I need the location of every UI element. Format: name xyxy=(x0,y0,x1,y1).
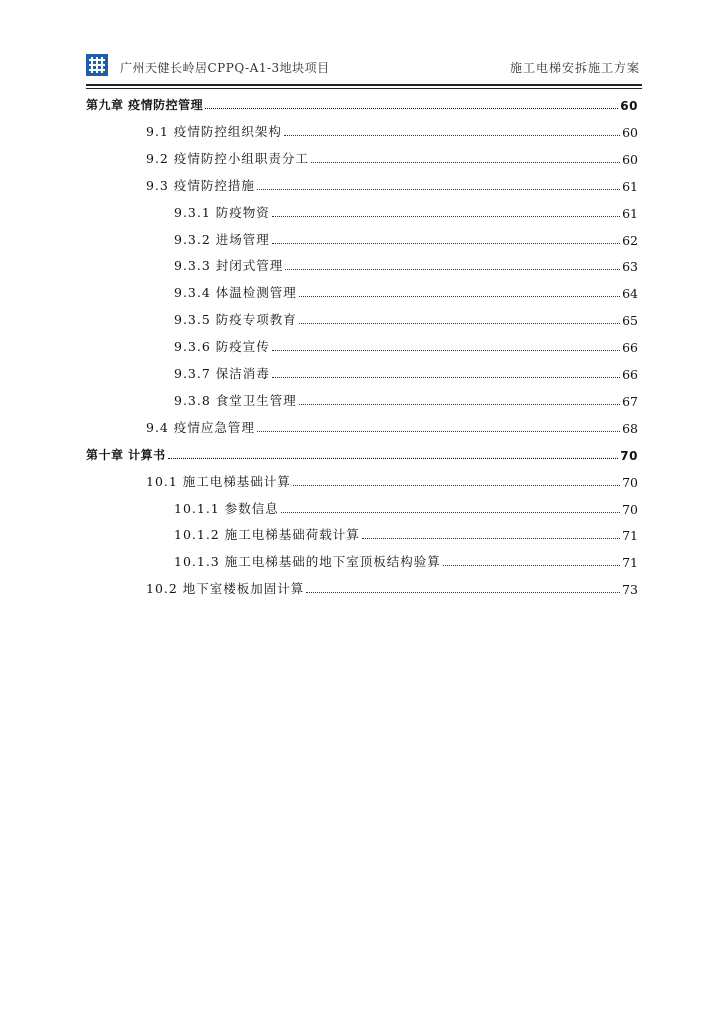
toc-page-number: 70 xyxy=(622,501,638,517)
toc-entry[interactable] xyxy=(174,550,638,570)
toc-dot-leader xyxy=(272,377,620,378)
toc-entry-label: 10.1 施工电梯基础计算 xyxy=(146,473,291,489)
toc-entry-label: 9.3.6 防疫宣传 xyxy=(174,339,270,355)
toc-entry-label: 9.3.4 体温检测管理 xyxy=(174,285,297,301)
header-rule-thin xyxy=(86,88,642,89)
toc-entry-label: 9.1 疫情防控组织架构 xyxy=(146,123,282,139)
toc-entry-label: 9.3.3 封闭式管理 xyxy=(174,258,284,274)
toc-page-number: 62 xyxy=(622,232,638,248)
header-rule xyxy=(86,84,642,86)
toc-page-number: 60 xyxy=(622,151,638,167)
toc-dot-leader xyxy=(168,458,619,459)
project-title: 广州天健长岭居CPPQ-A1-3地块项目 xyxy=(120,61,330,75)
toc-entry[interactable] xyxy=(174,254,638,274)
toc-entry-label: 9.3 疫情防控措施 xyxy=(146,177,255,193)
toc-page-number: 71 xyxy=(622,528,638,544)
toc-dot-leader xyxy=(272,350,620,351)
toc-page-number: 71 xyxy=(622,555,638,571)
toc-dot-leader xyxy=(299,323,620,324)
toc-dot-leader xyxy=(285,269,620,270)
toc-entry-label: 10.2 地下室楼板加固计算 xyxy=(146,581,305,597)
toc-dot-leader xyxy=(284,135,620,136)
toc-entry[interactable] xyxy=(146,470,638,490)
toc-dot-leader xyxy=(257,431,620,432)
toc-chapter-entry[interactable] xyxy=(86,93,638,113)
toc-page-number: 68 xyxy=(622,420,638,436)
toc-entry[interactable] xyxy=(146,147,638,167)
toc-dot-leader xyxy=(272,243,620,244)
toc-dot-leader xyxy=(205,108,618,109)
toc-page-number: 67 xyxy=(622,393,638,409)
toc-page-number: 70 xyxy=(622,474,638,490)
toc-entry[interactable] xyxy=(174,281,638,301)
toc-page-number: 61 xyxy=(622,205,638,221)
toc-page-number: 60 xyxy=(622,124,638,140)
toc-entry[interactable] xyxy=(146,416,638,436)
toc-dot-leader xyxy=(272,216,620,217)
toc-page-number: 65 xyxy=(622,313,638,329)
toc-entry[interactable] xyxy=(146,577,638,597)
toc-entry-label: 9.3.1 防疫物资 xyxy=(174,204,270,220)
toc-dot-leader xyxy=(311,162,620,163)
toc-entry[interactable] xyxy=(146,120,638,140)
toc-entry-label: 10.1.2 施工电梯基础荷载计算 xyxy=(174,527,360,543)
toc-entry-label: 9.3.2 进场管理 xyxy=(174,231,270,247)
toc-entry[interactable] xyxy=(174,523,638,543)
toc-entry[interactable] xyxy=(174,228,638,248)
toc-page-number: 64 xyxy=(622,286,638,302)
company-logo-icon xyxy=(86,54,108,76)
toc-entry[interactable] xyxy=(146,174,638,194)
toc-page-number: 73 xyxy=(622,582,638,598)
toc-page-number: 63 xyxy=(622,259,638,275)
toc-entry-label: 第十章 计算书 xyxy=(86,447,166,462)
toc-entry[interactable] xyxy=(174,335,638,355)
toc-chapter-entry[interactable] xyxy=(86,443,638,463)
toc-entry[interactable] xyxy=(174,362,638,382)
toc-entry[interactable] xyxy=(174,497,638,517)
toc-dot-leader xyxy=(443,565,620,566)
document-title: 施工电梯安拆施工方案 xyxy=(509,61,640,75)
toc-dot-leader xyxy=(299,404,620,405)
toc-page-number: 66 xyxy=(622,367,638,382)
toc-entry-label: 10.1.3 施工电梯基础的地下室顶板结构验算 xyxy=(174,554,441,570)
toc-entry-label: 9.2 疫情防控小组职责分工 xyxy=(146,150,309,166)
toc-entry[interactable] xyxy=(174,201,638,221)
toc-dot-leader xyxy=(257,189,620,190)
toc-entry-label: 10.1.1 参数信息 xyxy=(174,500,279,516)
page-header xyxy=(86,50,642,84)
toc-page-number: 70 xyxy=(620,448,638,463)
toc-entry-label: 第九章 疫情防控管理 xyxy=(86,98,204,112)
toc-entry-label: 9.4 疫情应急管理 xyxy=(146,419,255,435)
toc-entry[interactable] xyxy=(174,389,638,409)
toc-dot-leader xyxy=(362,538,620,539)
toc-dot-leader xyxy=(306,592,620,593)
toc-entry-label: 9.3.7 保洁消毒 xyxy=(174,366,270,381)
toc-page-number: 61 xyxy=(622,178,638,194)
toc-page-number: 60 xyxy=(620,99,638,113)
toc-entry-label: 9.3.5 防疫专项教育 xyxy=(174,312,297,328)
toc-page-number: 66 xyxy=(622,340,638,356)
toc-dot-leader xyxy=(293,485,620,486)
toc-entry[interactable] xyxy=(174,308,638,328)
toc-dot-leader xyxy=(281,512,620,513)
toc-entry-label: 9.3.8 食堂卫生管理 xyxy=(174,392,297,408)
toc-dot-leader xyxy=(299,296,620,297)
